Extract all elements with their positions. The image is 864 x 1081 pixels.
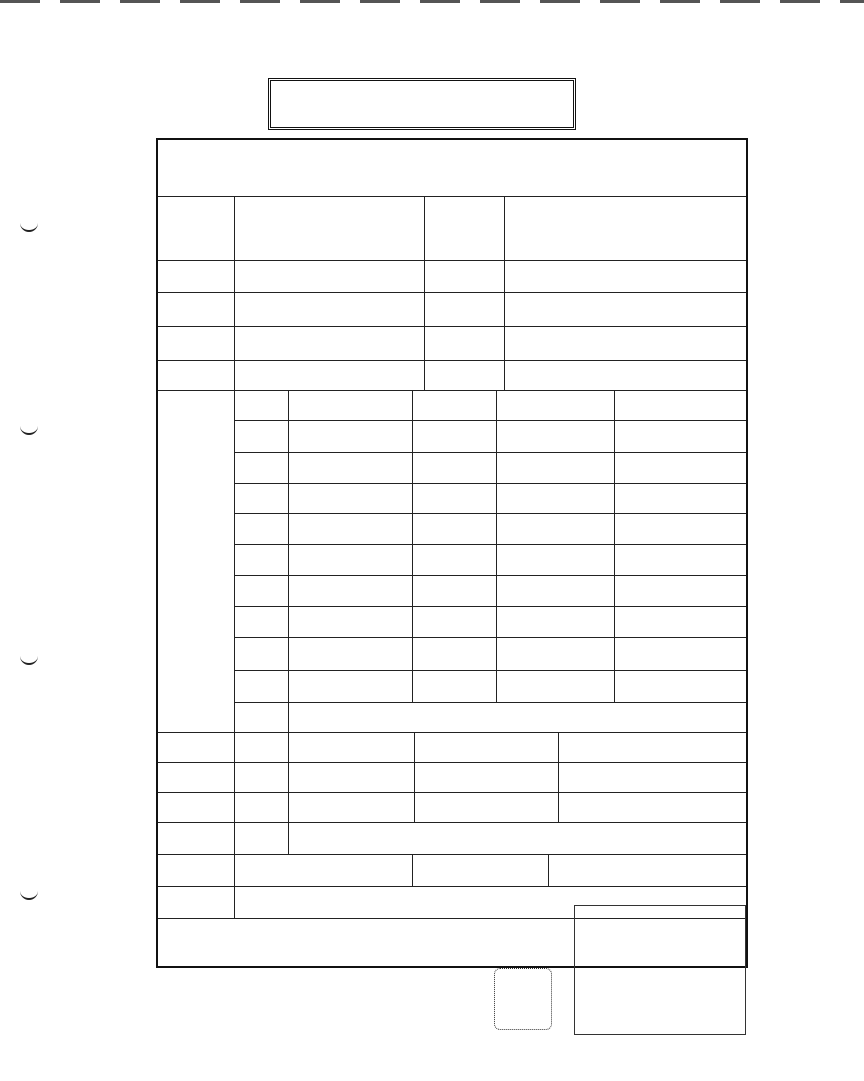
seal-stamp [494, 968, 552, 1030]
scan-top-edge [0, 0, 864, 3]
building-overview-label [188, 408, 208, 712]
punch-mark [20, 222, 38, 232]
tax-notice-box [268, 78, 576, 130]
permit-form [156, 138, 748, 968]
punch-mark [20, 425, 38, 435]
approval-stamp-grid [574, 905, 746, 1035]
punch-mark [20, 890, 38, 900]
punch-mark [20, 655, 38, 665]
